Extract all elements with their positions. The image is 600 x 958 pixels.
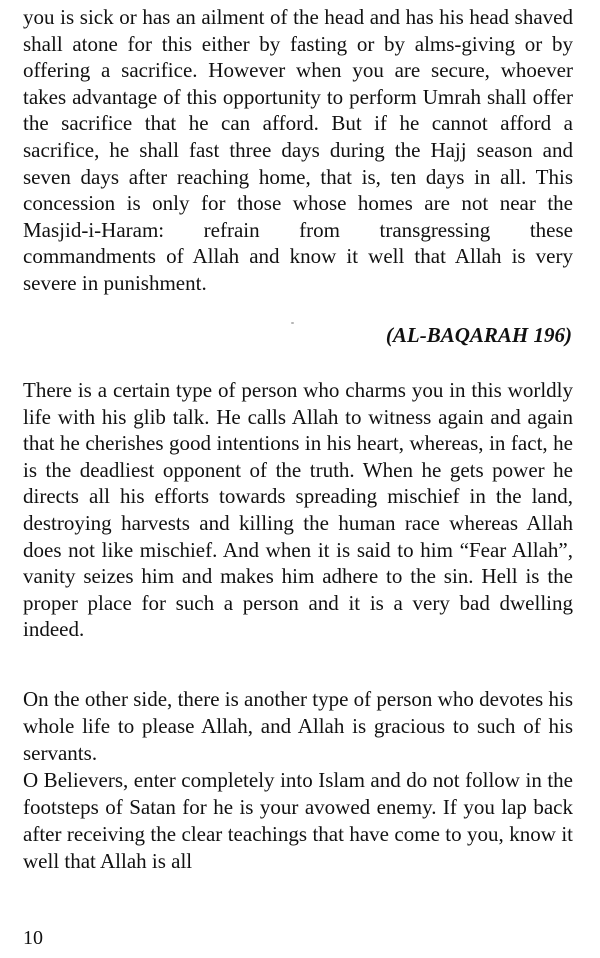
verse-citation: (AL-BAQARAH 196)	[385, 323, 572, 347]
paragraph-believers-text: O Believers, enter completely into Islam and do not follow in the footsteps of Satan for he is your avowed enemy. If you lap back after receiving the clear teachings that have come to you, know it well that Allah is all	[23, 768, 573, 873]
page-number: 10	[23, 927, 43, 949]
scan-speck	[291, 322, 294, 324]
paragraph-devotion	[23, 686, 573, 875]
paragraph-hajj-sacrifice: you is sick or has an ailment of the head and has his head shaved shall atone for this either by fasting or by alms-giving or by offering a sacrifice. However when you are secure, whoever takes advantage of this opportunity to perform Umrah shall offer the sacrifice that he can afford. But if he cannot afford a sacrifice, he shall fast three days during the Hajj season and seven days after reaching home, that is, ten days in all. This concession is only for those whose homes are not near the Masjid-i-Haram: refrain from transgressing these commandments of Allah and know it well that Allah is very severe in punishment.	[23, 5, 573, 295]
paragraph-devotion-text: On the other side, there is another type of person who devotes his whole life to please Allah, and Allah is gracious to such of his servants.	[23, 687, 573, 765]
paragraph-glib-talk: There is a certain type of person who charms you in this worldly life with his glib talk. He calls Allah to witness again and again that he cherishes good intentions in his heart, whereas, in fact, he is the deadliest opponent of the truth. When he gets power he directs all his efforts towards spreading mischief in the land, destroying harvests and killing the human race whereas Allah does not like mischief. And when it is said to him “Fear Allah”, vanity seizes him and makes him adhere to the sin. Hell is the proper place for such a person and it is a very bad dwelling indeed.	[23, 378, 573, 642]
